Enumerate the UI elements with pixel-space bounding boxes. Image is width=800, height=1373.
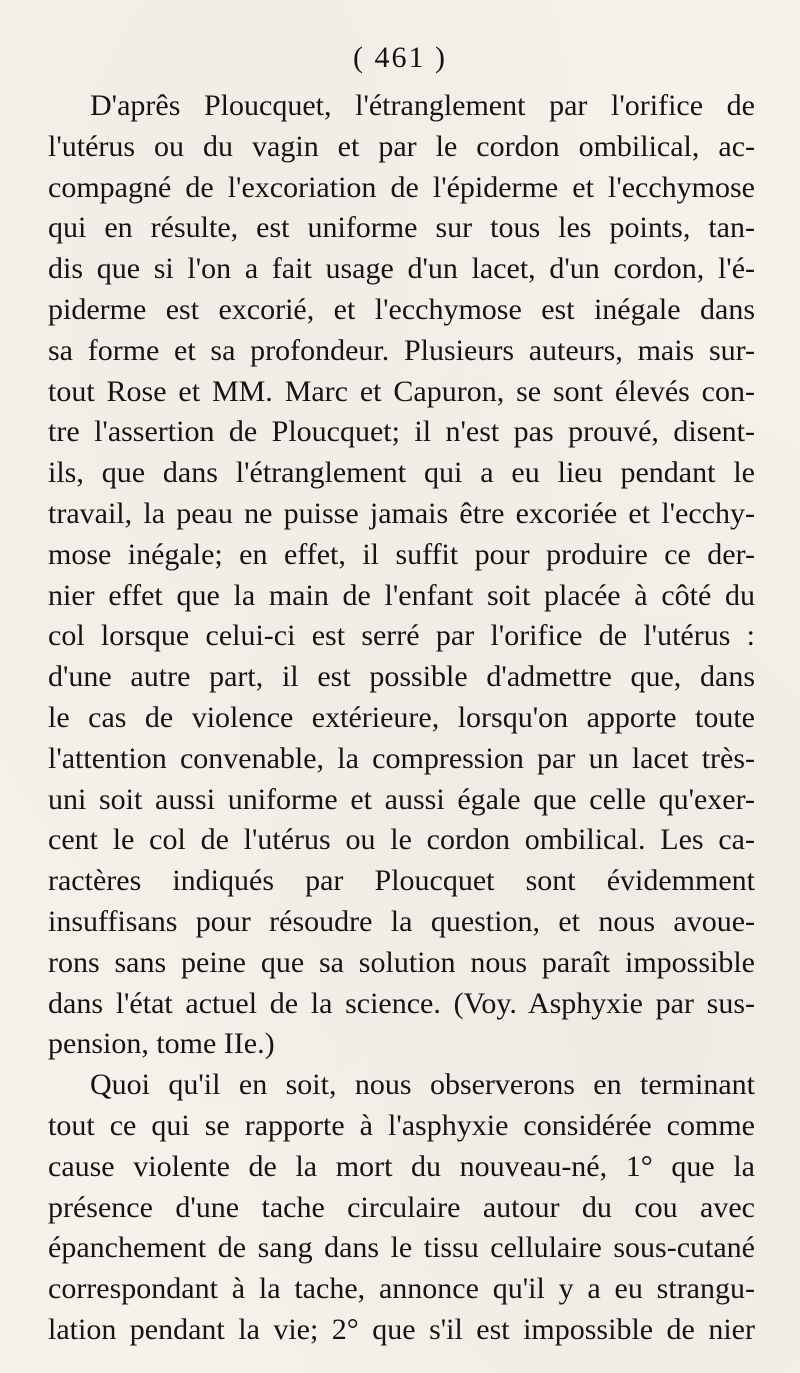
text-line: ractères indiqués par Ploucquet sont évidemment xyxy=(48,864,755,898)
text-line: l'utérus ou du vagin et par le cordon ombilical, ac- xyxy=(48,129,755,163)
text-line: lation pendant la vie; 2° que s'il est impossible de nier xyxy=(48,1312,755,1346)
text-line: mose inégale; en effet, il suffit pour produire ce der- xyxy=(48,537,755,571)
text-line: présence d'une tache circulaire autour du cou avec xyxy=(48,1190,755,1224)
page-number: ( 461 ) xyxy=(353,41,447,74)
text-line: dis que si l'on a fait usage d'un lacet, d'un cordon, l'é- xyxy=(48,252,755,286)
text-line: dans l'état actuel de la science. (Voy. Asphyxie par sus- xyxy=(48,986,755,1020)
text-line: insuffisans pour résoudre la question, et nous avoue- xyxy=(48,904,755,938)
text-line: sa forme et sa profondeur. Plusieurs auteurs, mais sur- xyxy=(48,333,755,367)
text-line: tre l'assertion de Ploucquet; il n'est pas prouvé, disent- xyxy=(48,415,755,449)
text-line: D'aprês Ploucquet, l'étranglement par l'orifice de xyxy=(90,89,755,122)
text-line: col lorsque celui-ci est serré par l'orifice de l'utérus : xyxy=(48,619,755,653)
body-text xyxy=(48,86,755,1351)
text-line: Quoi qu'il en soit, nous observerons en terminant xyxy=(90,1068,755,1102)
text-line: le cas de violence extérieure, lorsqu'on apporte toute xyxy=(48,700,755,734)
text-line: qui en résulte, est uniforme sur tous les points, tan- xyxy=(48,211,755,245)
text-line: tout Rose et MM. Marc et Capuron, se sont élevés con- xyxy=(48,374,755,408)
text-line: tout ce qui se rapporte à l'asphyxie considérée comme xyxy=(48,1108,755,1142)
text-line: rons sans peine que sa solution nous paraît impossible xyxy=(48,945,755,979)
text-line: cent le col de l'utérus ou le cordon ombilical. Les ca- xyxy=(48,823,755,857)
text-line: travail, la peau ne puisse jamais être excoriée et l'ecchy- xyxy=(48,496,755,530)
text-line: nier effet que la main de l'enfant soit placée à côté du xyxy=(48,578,755,612)
text-line: d'une autre part, il est possible d'admettre que, dans xyxy=(48,660,755,694)
text-line: compagné de l'excoriation de l'épiderme et l'ecchymose xyxy=(48,170,755,204)
text-line: cause violente de la mort du nouveau-né, 1° que la xyxy=(48,1149,755,1183)
text-line: épanchement de sang dans le tissu cellulaire sous-cutané xyxy=(48,1231,755,1265)
text-line: ils, que dans l'étranglement qui a eu lieu pendant le xyxy=(48,456,755,490)
text-line: uni soit aussi uniforme et aussi égale que celle qu'exer- xyxy=(48,782,755,816)
text-line: l'attention convenable, la compression par un lacet très- xyxy=(48,741,755,775)
text-line: correspondant à la tache, annonce qu'il y a eu strangu- xyxy=(48,1272,755,1306)
text-line: pension, tome IIe.) xyxy=(48,1027,275,1061)
text-line: piderme est excorié, et l'ecchymose est inégale dans xyxy=(48,292,755,326)
